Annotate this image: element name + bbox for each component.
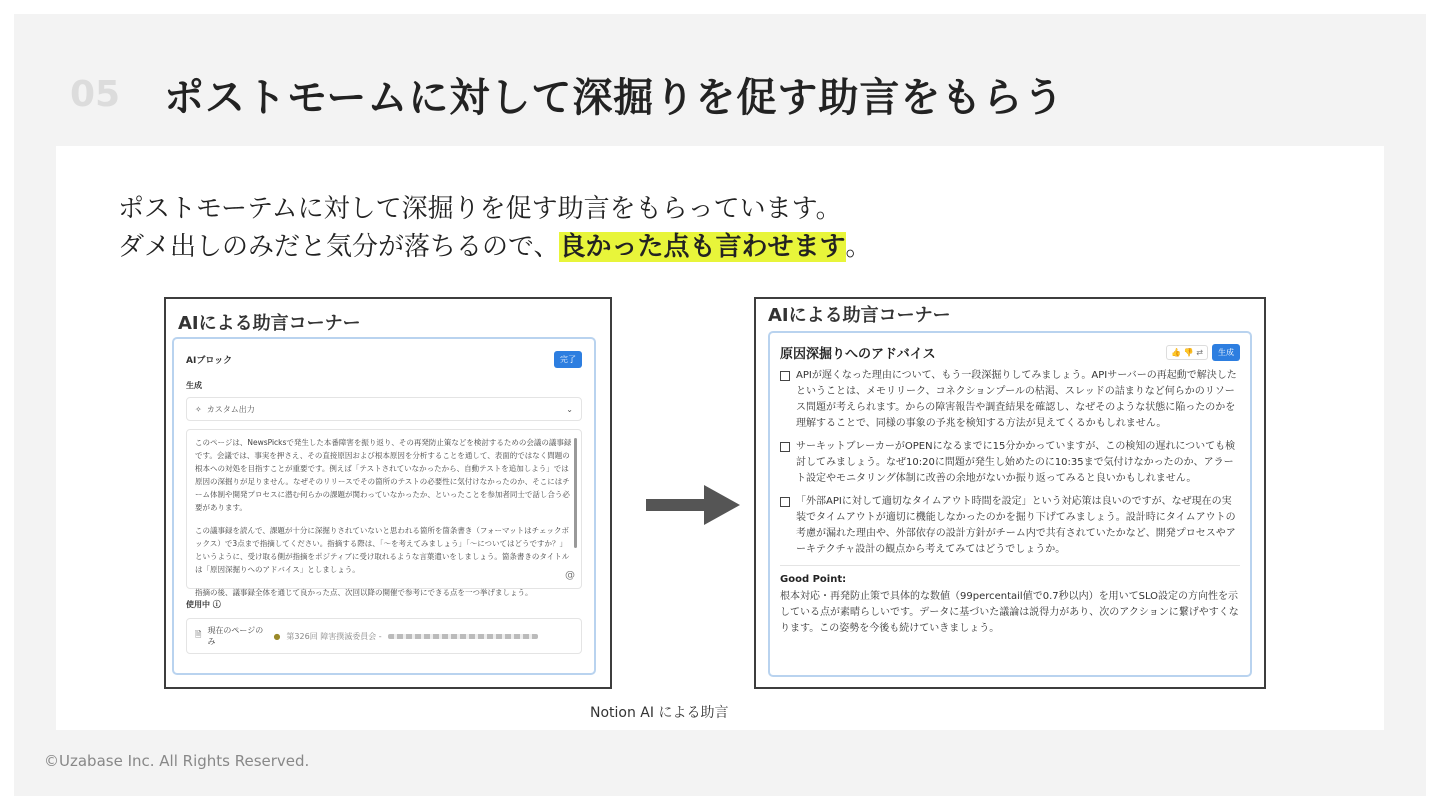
- generate-label: 生成: [186, 381, 202, 390]
- output-type-dropdown[interactable]: [186, 397, 582, 421]
- source-selector[interactable]: [186, 618, 582, 654]
- todo-item: [780, 439, 1240, 487]
- copyright-footer: ©Uzabase Inc. All Rights Reserved.: [44, 752, 310, 770]
- prompt-scrollbar[interactable]: [574, 438, 577, 548]
- divider: [780, 565, 1240, 566]
- todo-checkbox[interactable]: [780, 371, 790, 381]
- todo-checkbox[interactable]: [780, 497, 790, 507]
- good-point-text: 根本対応・再発防止策で具体的な数値（99percentail値で0.7秒以内）を用いてSLO設定の方向性を示している点が素晴らしいです。データに基づいた議論は説得力があり、次のアクションに繋げやすくなります。この姿勢を今後も続けていきましょう。: [780, 591, 1239, 634]
- todo-text: サーキットブレーカーがOPENになるまでに15分かかっていますが、この検知の遅れについても検討してみましょう。なぜ10:20に問題が発生し始めたのに10:35まで気付けなかったのか、アラート設定やモニタリング体制に改善の余地がないか振り返ってみると良いかもしれません。: [796, 441, 1236, 484]
- lead-highlight: 良かった点も言わせます: [559, 232, 846, 262]
- dropdown-value: カスタム出力: [206, 404, 255, 414]
- figure-caption: Notion AI による助言: [590, 705, 729, 721]
- swap-icon[interactable]: ⇄: [1196, 348, 1203, 357]
- lead-text: [118, 190, 872, 266]
- ai-block-label: AIブロック: [186, 356, 233, 366]
- chevron-down-icon: ⌄: [566, 404, 573, 414]
- todo-checkbox[interactable]: [780, 442, 790, 452]
- lead-line-2: [118, 228, 872, 266]
- todo-text: 「外部APIに対して適切なタイムアウト時間を設定」という対応策は良いのですが、なぜ現在の実装でタイムアウトが適切に機能しなかったのかを掘り下げてみましょう。設計時にタイムアウトの考慮が漏れた理由や、外部依存の設計方針がチーム内で共有されていたかなど、開発プロセスやアーキテクチャ設計の観点から考えてみてはどうでしょうか。: [796, 496, 1236, 555]
- lead-line-1: ポストモーテムに対して深掘りを促す助言をもらっています。: [118, 194, 842, 224]
- screenshot-ai-advice-output: [754, 297, 1266, 689]
- todo-item: [780, 494, 1240, 558]
- using-label: 使用中 ⓘ: [186, 600, 221, 609]
- todo-text: APIが遅くなった理由について、もう一段深掘りしてみましょう。APIサーバーの再起動で解決したということは、メモリリーク、コネクションプールの枯渇、スレッドの詰まりなど何らかのリソース問題が考えられます。からの障害報告や調査結果を確認し、なぜそのような状態に陥ったのかを理解することで、同様の事象の予兆を検知する方法が見えてくるかもしれません。: [796, 370, 1237, 429]
- prompt-paragraph-1: このページは、NewsPicksで発生した本番障害を振り返り、その再発防止策などを検討するための会議の議事録です。会議では、事実を押さえ、その直接原因および根本原因を分析することを通して、表面的ではなく問題の根本への対処を目指すことが重要です。例えば「テストされていなかったから、自動テストを追加しよう」では原因の深掘りが足りません。なぜそのリリースでその箇所のテストの必要性に気付けなかったのか、そこにはチーム体制や開発プロセスに潜む何らかの課題が関わっていなかったか、といったことを参加者同士で話し合う必要があります。: [195, 438, 572, 512]
- good-point-title: Good Point:: [780, 574, 847, 585]
- section-number: 05: [70, 74, 121, 115]
- left-heading: AIによる助言コーナー: [178, 313, 361, 334]
- thumbs-up-icon[interactable]: 👍: [1171, 348, 1182, 357]
- mention-icon[interactable]: @: [565, 570, 575, 581]
- sparkle-icon: ✧: [195, 404, 202, 414]
- thumbs-down-icon[interactable]: 👎: [1183, 348, 1194, 357]
- screenshot-ai-block-settings: [164, 297, 612, 689]
- advice-title: 原因深掘りへのアドバイス: [780, 347, 936, 362]
- page-emoji-icon: ●: [273, 631, 281, 641]
- prompt-paragraph-3: 指摘の後、議事録全体を通じて良かった点、次回以降の開催で参考にできる点を一つ挙げましょう。: [195, 588, 533, 597]
- lead-line-2-prefix: ダメ出しのみだと気分が落ちるので、: [118, 232, 560, 262]
- source-scope: 現在のページのみ: [207, 626, 264, 646]
- done-button[interactable]: 完了: [554, 351, 582, 368]
- source-page-title: 第326回 障害撲滅委員会 -: [286, 631, 382, 641]
- prompt-textarea[interactable]: [186, 429, 582, 597]
- redacted-text: [388, 634, 538, 639]
- arrow-right-icon: [646, 483, 742, 527]
- content-card: [56, 146, 1384, 730]
- advice-panel: [768, 331, 1252, 677]
- prompt-paragraph-2: この議事録を読んで、課題が十分に深掘りされていないと思われる箇所を箇条書き（フォーマットはチェックボックス）で3点まで指摘してください。指摘する際は、「〜を考えてみましょう」「〜についてはどうですか？」というように、受け取る側が指摘をポジティブに受け取れるような言葉遣いをしましょう。箇条書きのタイトルは「原因深掘りへのアドバイス」としましょう。: [195, 526, 570, 574]
- section-title: ポストモームに対して深掘りを促す助言をもらう: [164, 75, 1065, 121]
- ai-block-panel: [172, 337, 596, 675]
- generate-button[interactable]: 生成: [1212, 344, 1240, 361]
- right-heading: AIによる助言コーナー: [768, 305, 951, 326]
- page-icon: 🗎: [195, 630, 202, 639]
- feedback-icons[interactable]: [1166, 345, 1208, 360]
- lead-line-2-suffix: 。: [845, 232, 872, 262]
- slide: [14, 14, 1426, 796]
- todo-item: [780, 368, 1240, 432]
